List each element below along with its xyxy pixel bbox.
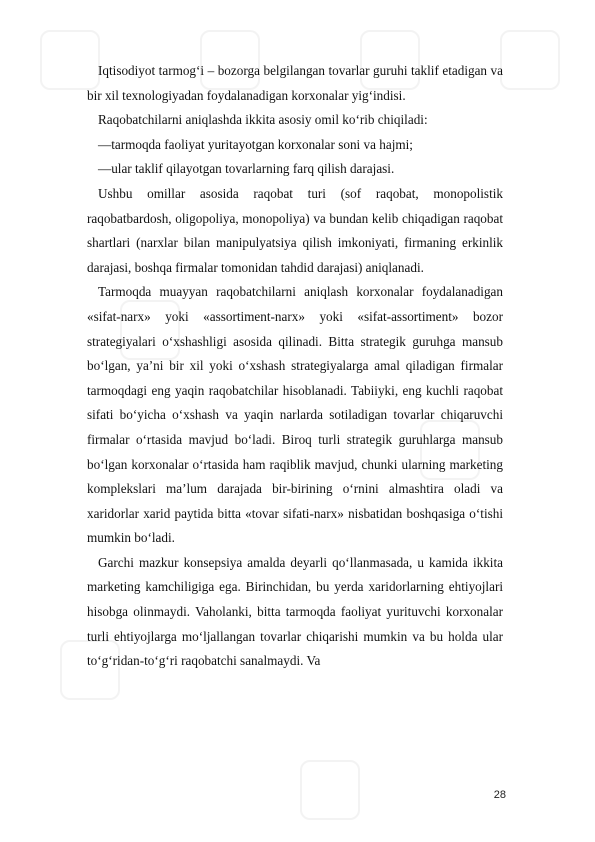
paragraph-competition-types: Ushbu omillar asosida raqobat turi (sof raqobat, monopolistik raqobatbardosh, oligopoliya, monopoliya) va bundan kelib chiqadigan raqobat shartlari (narxlar bilan manipulyatsiya qilish imkoniyati, firmaning erkinlik darajasi, boshqa firmalar tomonidan tahdid darajasi) aniqlanadi. bbox=[87, 185, 503, 275]
list-item-factor-2: —ular taklif qilayotgan tovarlarning farq qilish darajasi. bbox=[98, 161, 395, 177]
page-number: 28 bbox=[493, 789, 506, 801]
paragraph-strategic-groups: Tarmoqda muayyan raqobatchilarni aniqlash korxonalar foydalanadigan «sifat-narx» yoki «assortiment-narx» yoki «sifat-assortiment» bozor strategiyalari o‘xshashligi asosida qilinadi. Bitta strategik guruhga mansub bo‘lgan, ya’ni bir xil yoki o‘xshash strategiyalarga amal qiladigan firmalar tarmoqdagi eng yaqin raqobatchilar hisoblanadi. Tabiiyki, eng kuchli raqobat sifati bo‘yicha o‘xshash va yaqin narlarda sotiladigan tovarlar chiqaruvchi firmalar o‘rtasida mavjud bo‘ladi. Biroq turli strategik guruhlarga mansub bo‘lgan korxonalar o‘rtasida ham raqiblik mavjud, chunki ularning marketing komplekslari ma’lum darajada bir-birining o‘rnini almashtira oladi va xaridorlar xarid paytida bitta «tovar sifati-narx» nisbatidan boshqasiga o‘tishi mumkin bo‘ladi. bbox=[87, 284, 503, 546]
list-item-factor-1: —tarmoqda faoliyat yuritayotgan korxonalar soni va hajmi; bbox=[98, 136, 413, 152]
document-body bbox=[87, 59, 503, 674]
paragraph-factors-intro: Raqobatchilarni aniqlashda ikkita asosiy omil ko‘rib chiqiladi: bbox=[98, 112, 428, 128]
paragraph-definition: Iqtisodiyot tarmog‘i – bozorga belgilangan tovarlar guruhi taklif etadigan va bir xil texnologiyadan foydalanadigan korxonalar yig‘indisi. bbox=[87, 63, 503, 103]
paragraph-concept-shortcomings: Garchi mazkur konsepsiya amalda deyarli qo‘llanmasada, u kamida ikkita marketing kamchiligiga ega. Birinchidan, bu yerda xaridorlarning ehtiyojlari hisobga olinmaydi. Vaholanki, bitta tarmoqda faoliyat yurituvchi korxonalar turli ehtiyojlarga mo‘ljallangan tovarlar chiqarishi mumkin va bu holda ular to‘g‘ridan-to‘g‘ri raqobatchi sanalmaydi. Va bbox=[87, 554, 503, 669]
watermark-shape bbox=[500, 30, 560, 90]
watermark-shape bbox=[300, 760, 360, 820]
